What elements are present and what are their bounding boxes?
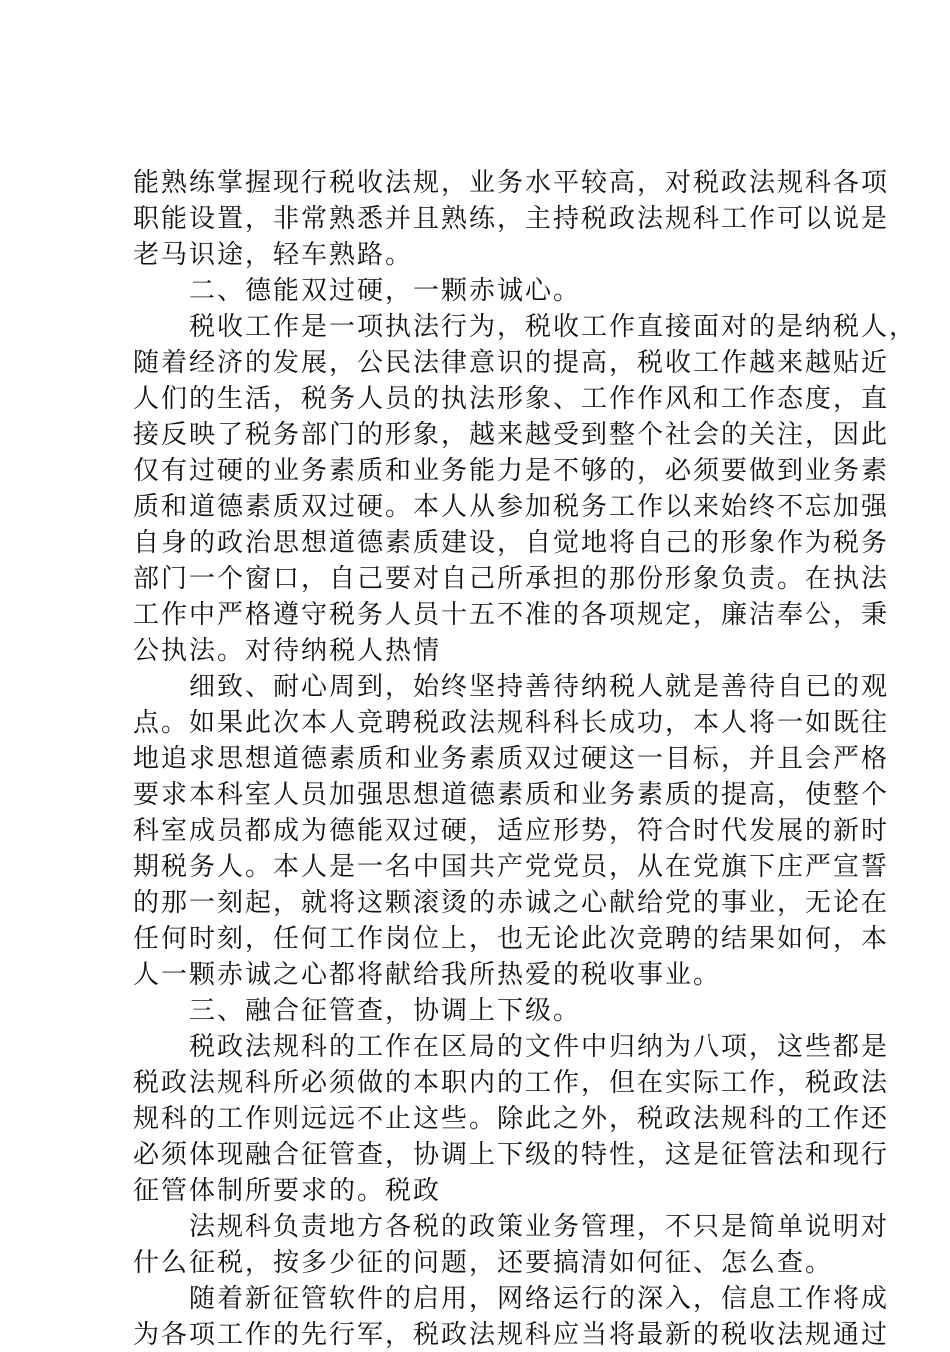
section-heading: 三、融合征管查，协调上下级。 xyxy=(133,996,582,1026)
text-line: 任何时刻，任何工作岗位上，也无论此次竞聘的结果如何，本 xyxy=(133,924,890,954)
text-line: 必须体现融合征管查，协调上下级的特性，这是征管法和现行 xyxy=(133,1140,890,1170)
text-line: 税政法规科的工作在区局的文件中归纳为八项，这些都是 xyxy=(133,1032,890,1062)
text-line: 质和道德素质双过硬。本人从参加税务工作以来始终不忘加强 xyxy=(133,492,890,522)
text-line: 期税务人。本人是一名中国共产党党员，从在党旗下庄严宣誓 xyxy=(133,852,890,882)
text-line: 规科的工作则远远不止这些。除此之外，税政法规科的工作还 xyxy=(133,1104,890,1134)
text-line: 细致、耐心周到，始终坚持善待纳税人就是善待自已的观 xyxy=(133,672,890,702)
text-line: 仅有过硬的业务素质和业务能力是不够的，必须要做到业务素 xyxy=(133,456,890,486)
text-line: 部门一个窗口，自己要对自己所承担的那份形象负责。在执法 xyxy=(133,564,890,594)
text-line: 什么征税，按多少征的问题，还要搞清如何征、怎么查。 xyxy=(133,1248,834,1278)
text-line: 科室成员都成为德能双过硬，适应形势，符合时代发展的新时 xyxy=(133,816,890,846)
text-line: 地追求思想道德素质和业务素质双过硬这一目标，并且会严格 xyxy=(133,744,890,774)
text-line: 人一颗赤诚之心都将献给我所热爱的税收事业。 xyxy=(133,960,722,990)
text-line: 的那一刻起，就将这颗滚烫的赤诚之心献给党的事业，无论在 xyxy=(133,888,890,918)
text-line: 征管体制所要求的。税政 xyxy=(133,1176,442,1206)
text-line: 法规科负责地方各税的政策业务管理，不只是简单说明对 xyxy=(133,1212,890,1242)
text-line: 工作中严格遵守税务人员十五不准的各项规定，廉洁奉公，秉 xyxy=(133,600,890,630)
section-heading: 二、德能双过硬，一颗赤诚心。 xyxy=(133,276,582,306)
text-line: 老马识途，轻车熟路。 xyxy=(133,240,414,270)
text-line: 税政法规科所必须做的本职内的工作，但在实际工作，税政法 xyxy=(133,1068,890,1098)
text-line: 为各项工作的先行军，税政法规科应当将最新的税收法规通过 xyxy=(133,1320,890,1350)
text-line: 公执法。对待纳税人热情 xyxy=(133,636,442,666)
text-line: 随着经济的发展，公民法律意识的提高，税收工作越来越贴近 xyxy=(133,348,890,378)
text-line: 税收工作是一项执法行为，税收工作直接面对的是纳税人， xyxy=(133,312,918,342)
text-line: 要求本科室人员加强思想道德素质和业务素质的提高，使整个 xyxy=(133,780,890,810)
text-line: 能熟练掌握现行税收法规，业务水平较高，对税政法规科各项 xyxy=(133,168,890,198)
text-line: 随着新征管软件的启用，网络运行的深入，信息工作将成 xyxy=(133,1284,890,1314)
text-line: 人们的生活，税务人员的执法形象、工作作风和工作态度，直 xyxy=(133,384,890,414)
text-line: 自身的政治思想道德素质建设，自觉地将自己的形象作为税务 xyxy=(133,528,890,558)
text-line: 点。如果此次本人竞聘税政法规科科长成功，本人将一如既往 xyxy=(133,708,890,738)
text-line: 职能设置，非常熟悉并且熟练，主持税政法规科工作可以说是 xyxy=(133,204,890,234)
text-line: 接反映了税务部门的形象，越来越受到整个社会的关注，因此 xyxy=(133,420,890,450)
